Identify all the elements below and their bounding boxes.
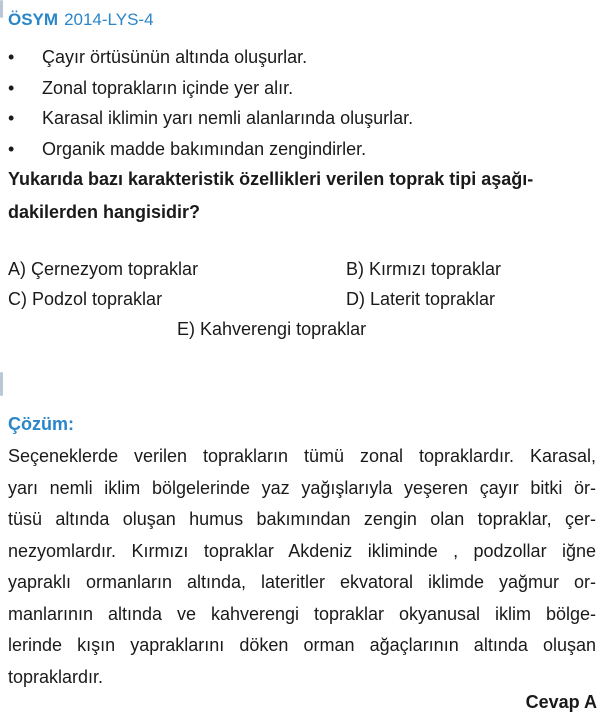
list-item xyxy=(8,42,598,73)
bullet-icon: • xyxy=(8,138,15,159)
solution-line: Seçeneklerde verilen toprakların tümü zonal topraklardır. Karasal, xyxy=(8,446,596,466)
question-line: dakilerden hangisidir? xyxy=(8,202,201,222)
bullet-icon: • xyxy=(8,77,15,98)
bullet-icon: • xyxy=(8,47,15,67)
question-line: Yukarıda bazı karakteristik özellikleri verilen toprak tipi aşağı- xyxy=(8,169,534,189)
solution-line: tüsü altında oluşan humus bakımından zengin olan topraklar, çer- xyxy=(8,509,596,529)
question-text xyxy=(8,163,598,229)
solution-line: yapraklı ormanların altında, lateritler ekvatoral iklimde yağmur or- xyxy=(8,572,596,592)
solution-title: Çözüm: xyxy=(8,414,74,434)
list-item xyxy=(8,73,598,104)
solution-line: yarı nemli iklim bölgelerinde yaz yağışlarıyla yeşeren çayır bitki ör- xyxy=(8,477,596,498)
bullet-icon: • xyxy=(8,108,15,128)
list-item-text: Çayır örtüsünün altında oluşurlar. xyxy=(42,47,308,67)
option-a[interactable]: A) Çernezyom topraklar xyxy=(8,259,199,279)
option-b[interactable]: B) Kırmızı topraklar xyxy=(346,259,502,279)
option-d[interactable]: D) Laterit topraklar xyxy=(346,289,496,309)
list-item-text: Zonal toprakların içinde yer alır. xyxy=(42,77,294,98)
answer-label: Cevap A xyxy=(525,692,597,712)
option-e[interactable]: E) Kahverengi topraklar xyxy=(177,319,367,339)
list-item xyxy=(8,134,598,165)
exam-source-header xyxy=(8,10,154,30)
exam-source: ÖSYM xyxy=(8,10,59,29)
solution-line: nezyomlardır. Kırmızı topraklar Akdeniz ikliminde , podzollar iğne xyxy=(8,540,596,561)
solution-text xyxy=(8,441,596,693)
solution-line: manlarının altında ve kahverengi topraklar okyanusal iklim bölge- xyxy=(8,603,596,624)
page-edge-mark xyxy=(0,372,3,396)
exam-code: 2014-LYS-4 xyxy=(64,10,154,29)
list-item-text: Karasal iklimin yarı nemli alanlarında oluşurlar. xyxy=(42,108,414,128)
list-item xyxy=(8,103,598,134)
list-item-text: Organik madde bakımından zengindirler. xyxy=(42,138,367,159)
solution-line: lerinde kışın yapraklarını döken orman ağaçlarının altında oluşan xyxy=(8,635,596,655)
solution-line: topraklardır. xyxy=(8,666,104,687)
feature-list xyxy=(8,42,598,164)
option-c[interactable]: C) Podzol topraklar xyxy=(8,289,163,309)
page-edge-mark xyxy=(0,0,3,18)
